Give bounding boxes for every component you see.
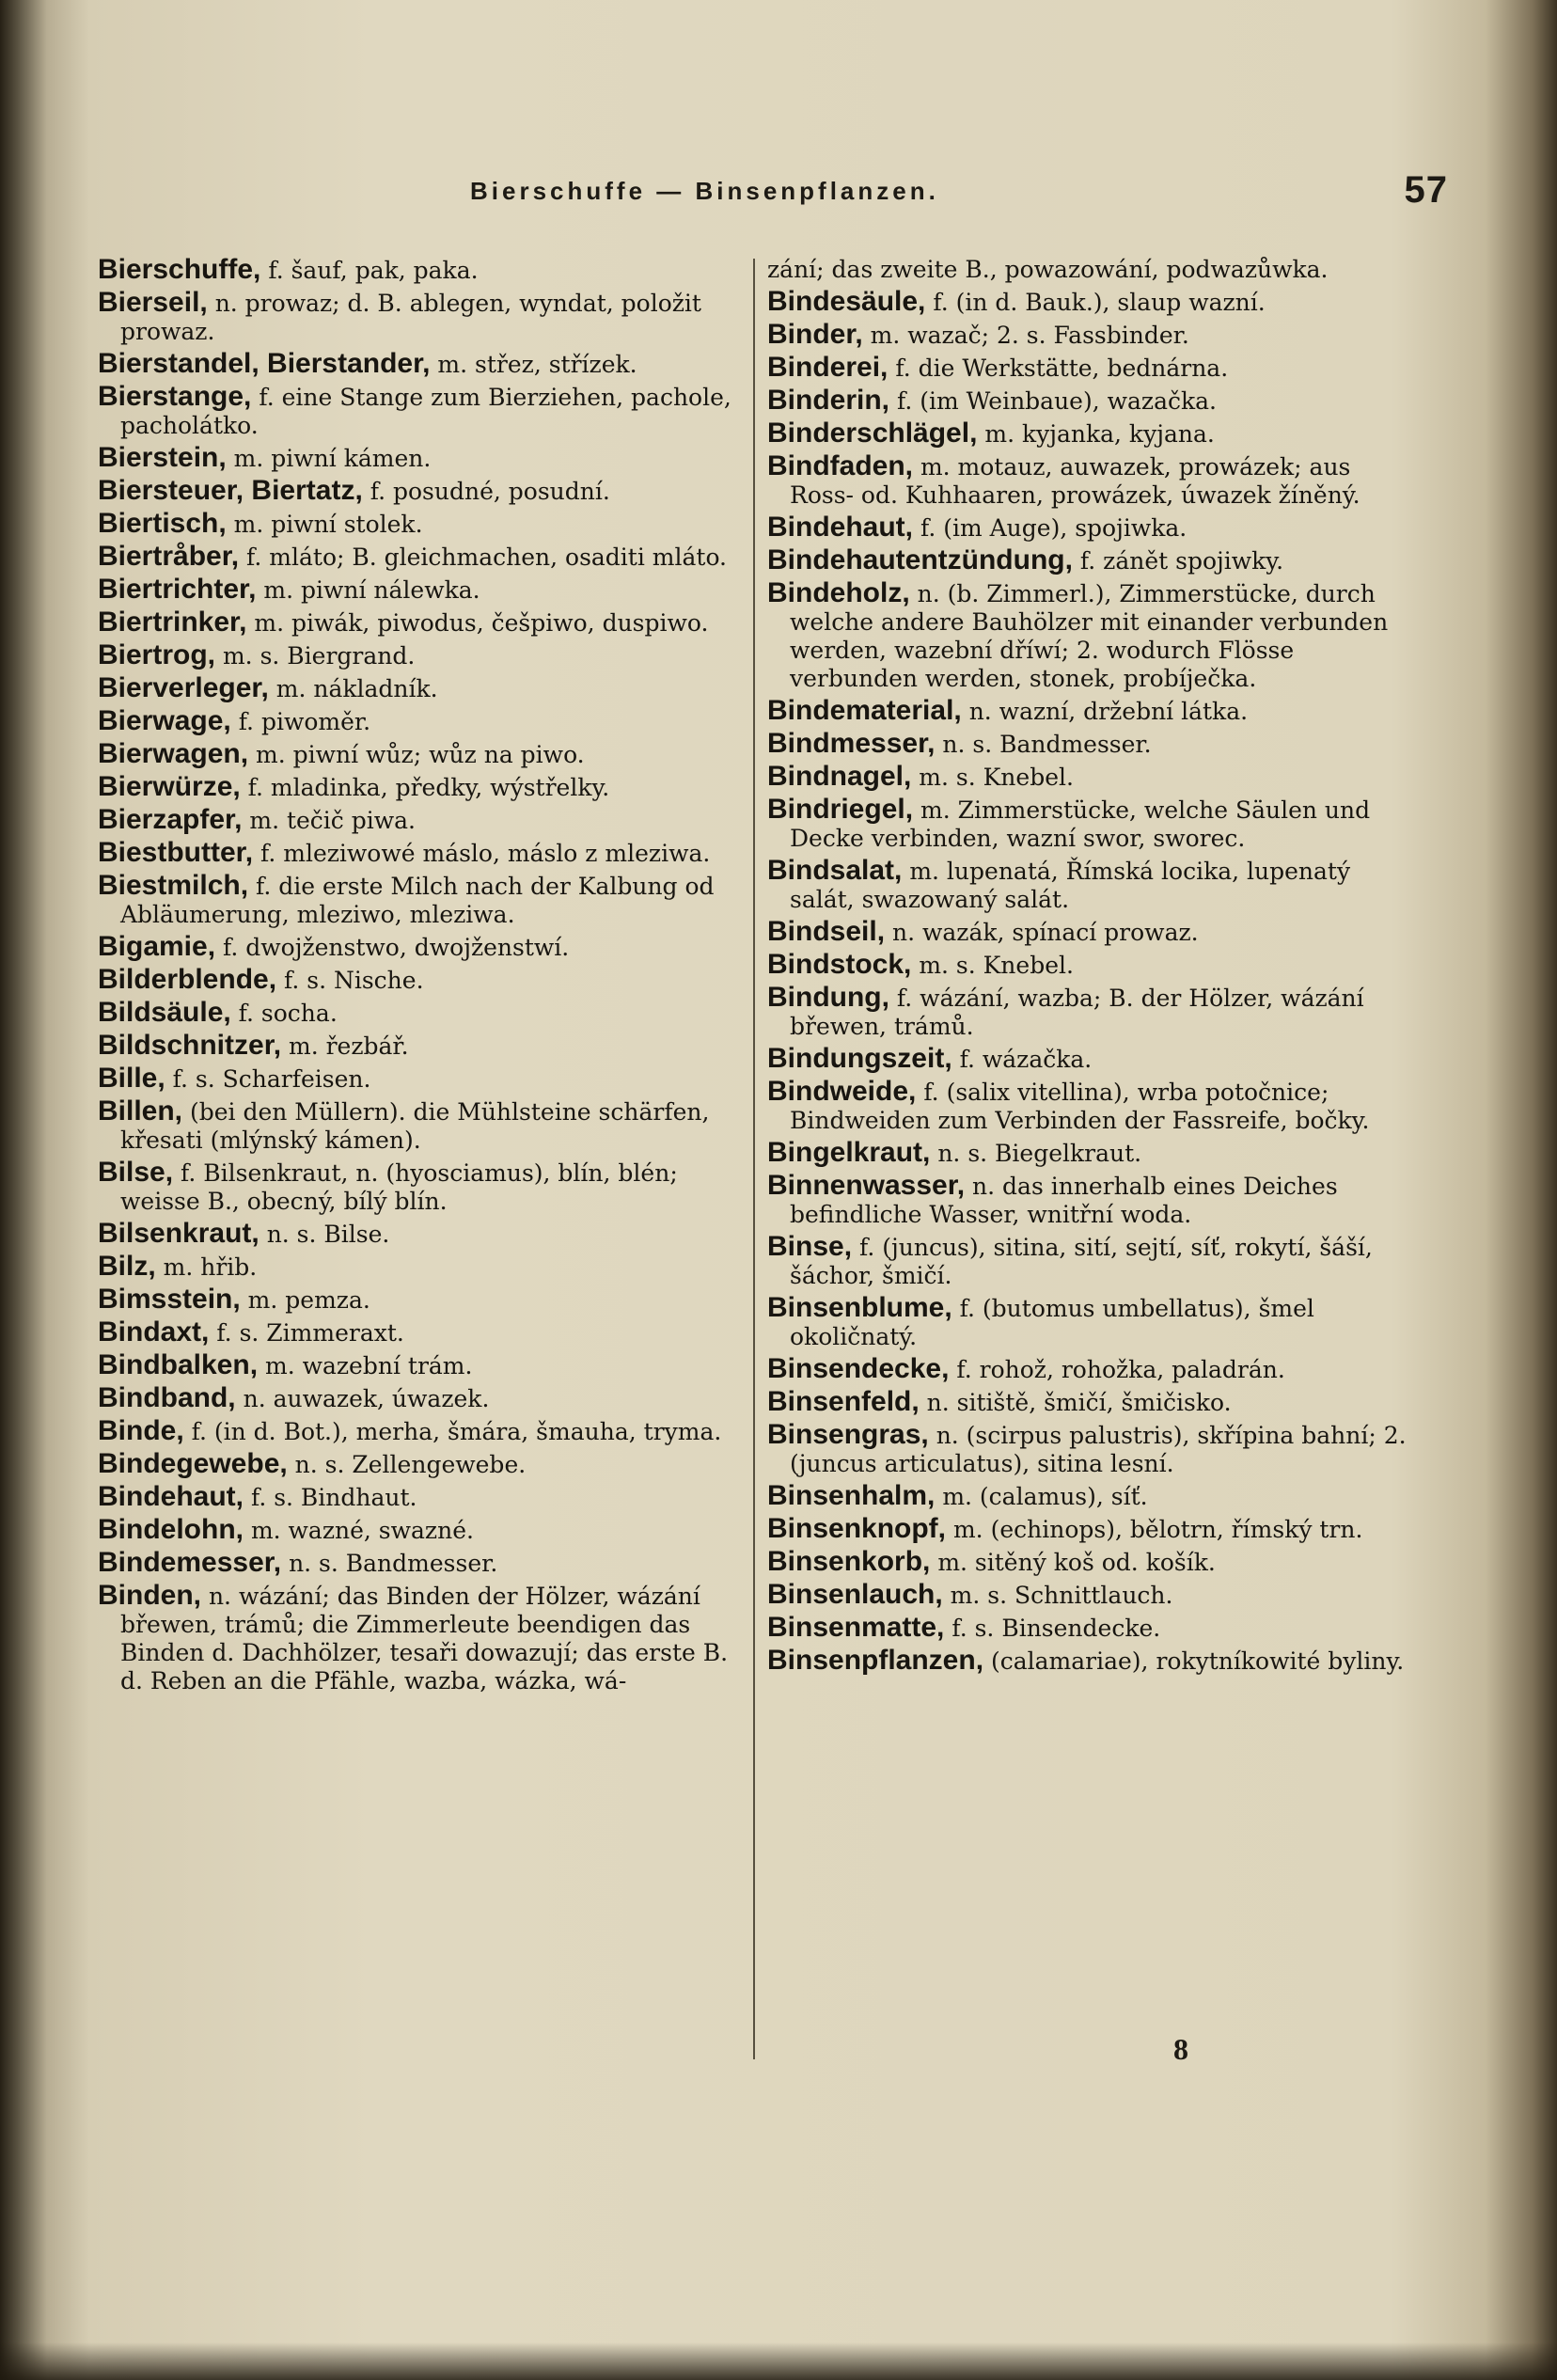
entry-headword: Bilsenkraut, [98,1218,260,1249]
entry-definition: f. piwoměr. [238,708,371,735]
dictionary-entry [767,1581,1412,1610]
dictionary-entry [767,1355,1412,1384]
dictionary-entry [98,289,739,346]
entry-headword: Bierzapfer, [98,804,243,835]
column-divider [753,259,755,2059]
entry-definition: n. prowaz; d. B. ablegen, wyndat, položit prowaz. [120,290,701,345]
entry-headword: Biestbutter, [98,837,254,868]
entry-headword: Binsendecke, [767,1353,950,1384]
dictionary-entry [98,1516,739,1545]
dictionary-entry [98,1158,739,1216]
dictionary-entry [767,1139,1412,1168]
dictionary-entry [767,1421,1412,1478]
dictionary-entry [767,1172,1412,1229]
dictionary-entry [767,1515,1412,1544]
entry-headword: Binderei, [767,352,889,383]
entry-definition: f. s. Bindhaut. [250,1484,417,1511]
dictionary-entry [98,256,739,285]
dictionary-entry [767,1294,1412,1351]
entry-headword: Bierstein, [98,442,227,473]
dictionary-entry [98,1450,739,1479]
entry-definition: m. kyjanka, kyjana. [984,420,1215,448]
entry-headword: Bindweide, [767,1076,917,1107]
entry-definition: f. s. Zimmeraxt. [216,1319,404,1347]
entry-headword: Bindung, [767,982,889,1013]
entry-headword: Bindaxt, [98,1316,210,1348]
entry-headword: Binsenlauch, [767,1579,943,1610]
entry-definition: m. piwní nálewka. [263,576,480,604]
dictionary-entry [767,730,1412,759]
entry-definition: f. (im Auge), spojiwka. [920,514,1187,542]
entry-definition: m. wazač; 2. s. Fassbinder. [870,322,1189,349]
entry-headword: Bille, [98,1063,165,1094]
entry-headword: Bindeholz, [767,577,910,608]
dictionary-entry [98,1417,739,1446]
entry-headword: Binde, [98,1415,184,1446]
entry-headword: Bierwage, [98,705,231,736]
entry-headword: Bindelohn, [98,1514,244,1545]
entry-headword: Bindehaut, [767,512,913,543]
entry-headword: Bindegewebe, [98,1448,288,1479]
dictionary-entry [98,1285,739,1315]
dictionary-entry [767,1388,1412,1417]
entry-definition: n. (scirpus palustris), skřípina bahní; 2. (juncus articulatus), sitina lesní. [790,1422,1407,1477]
entry-definition: n. s. Bandmesser. [289,1550,498,1577]
entry-definition: n. (b. Zimmerl.), Zimmerstücke, durch welche andere Bauhölzer mit einander verbunden werden, wazební dříwí; 2. wodurch Flösse verbunden werden, stonek, probíječka. [790,580,1389,692]
dictionary-entry [98,933,739,962]
dictionary-entry [98,477,739,506]
entry-headword: Binden, [98,1580,201,1611]
dictionary-entry [767,857,1412,914]
dictionary-entry [767,763,1412,792]
entry-headword: Binsenfeld, [767,1386,920,1417]
entry-definition: f. zánět spojiwky. [1079,547,1284,575]
entry-definition: f. (butomus umbellatus), šmel okoličnatý. [790,1295,1314,1350]
dictionary-entry [98,740,739,769]
entry-headword: Binsengras, [767,1419,929,1450]
entry-headword: Bindehaut, [98,1481,244,1512]
dictionary-entry [98,806,739,835]
entry-definition: (bei den Müllern). die Mühlsteine schärfen, křesati (mlýnský kámen). [120,1098,710,1154]
dictionary-entry [98,773,739,802]
entry-definition: m. (calamus), síť. [942,1483,1148,1510]
dictionary-entry [767,452,1412,510]
entry-headword: Biertrog, [98,639,216,670]
dictionary-entry [767,796,1412,853]
entry-definition: n. s. Zellengewebe. [294,1451,527,1478]
entry-definition: f. (im Weinbaue), wazačka. [896,387,1218,415]
entry-definition: m. hřib. [163,1253,258,1281]
entry-headword: Bimsstein, [98,1284,241,1315]
entry-definition: n. wazák, spínací prowaz. [891,919,1199,946]
entry-definition: f. (in d. Bot.), merha, šmára, šmauha, tryma. [191,1418,722,1445]
entry-definition: n. auwazek, úwazek. [243,1385,490,1412]
entry-headword: Bierseil, [98,287,208,318]
entry-definition: m. sitěný koš od. košík. [937,1549,1216,1576]
entry-definition: f. (salix vitellina), wrba potočnice; Bindweiden zum Verbinden der Fassreife, bočky. [790,1079,1370,1134]
entry-definition: (calamariae), rokytníkowité byliny. [990,1647,1405,1675]
dictionary-entry [98,383,739,440]
entry-definition: f. šauf, pak, paka. [268,257,479,284]
dictionary-entry [98,1318,739,1348]
entry-headword: Bindseil, [767,916,886,947]
entry-headword: Biersteuer, Biertatz, [98,475,363,506]
dictionary-entry [98,1032,739,1061]
entry-headword: Bildsäule, [98,997,231,1028]
entry-headword: Binderin, [767,385,890,416]
entry-headword: Bilderblende, [98,964,277,995]
entry-headword: Biertråber, [98,541,240,572]
dictionary-entry [767,1614,1412,1643]
entry-headword: Bindstock, [767,949,912,980]
entry-definition: n. sitiště, šmičí, šmičisko. [926,1389,1232,1416]
entry-headword: Bildschnitzer, [98,1030,282,1061]
entry-headword: Binder, [767,319,863,350]
entry-definition: m. tečič piwa. [249,807,416,834]
dictionary-entry [98,510,739,539]
dictionary-entry [98,707,739,736]
entry-definition: m. wazební trám. [264,1352,473,1379]
dictionary-entry [767,513,1412,543]
entry-definition: n. s. Biegelkraut. [937,1140,1142,1167]
entry-definition: f. mláto; B. gleichmachen, osaditi mláto. [246,544,728,571]
entry-headword: Bindesäule, [767,286,926,317]
dictionary-entry [767,918,1412,947]
entry-definition: f. mleziwowé máslo, máslo z mleziwa. [260,840,711,867]
entry-headword: Binsenhalm, [767,1480,936,1511]
entry-headword: Biertisch, [98,508,227,539]
left-column [98,256,739,1699]
entry-definition: m. piwák, piwodus, češpiwo, duspiwo. [254,609,709,637]
entry-definition: f. posudné, posudní. [370,478,610,505]
entry-definition: n. s. Bandmesser. [942,731,1152,758]
dictionary-entry [767,1045,1412,1074]
entry-headword: Binsenkorb, [767,1546,931,1577]
dictionary-entry [98,1097,739,1155]
dictionary-entry [767,951,1412,980]
entry-definition: f. dwojženstwo, dwojženstwí. [223,934,570,961]
dictionary-entry [767,1078,1412,1135]
dictionary-entry [767,354,1412,383]
entry-headword: Biestmilch, [98,870,249,901]
dictionary-entry [767,984,1412,1041]
entry-definition: f. s. Binsendecke. [952,1615,1161,1642]
dictionary-entry [98,1483,739,1512]
dictionary-entry [767,1482,1412,1511]
dictionary-entry [767,288,1412,317]
entry-headword: Bierschuffe, [98,254,261,285]
dictionary-entry [767,579,1412,693]
entry-headword: Binderschlägel, [767,418,978,449]
entry-definition: m. s. Schnittlauch. [950,1582,1173,1609]
entry-headword: Binsenmatte, [767,1612,945,1643]
entry-definition: n. das innerhalb eines Deiches befindliche Wasser, wnitřní woda. [790,1173,1338,1228]
entry-definition: m. s. Knebel. [919,764,1074,791]
dictionary-entry [767,386,1412,416]
entry-headword: Bindemesser, [98,1547,282,1578]
entry-definition: m. pemza. [247,1286,370,1314]
entry-definition: f. wázání, wazba; B. der Hölzer, wázání břewen, trámů. [790,985,1364,1040]
entry-definition: n. wázání; das Binden der Hölzer, wázání břewen, trámů; die Zimmerleute beendigen das Binden d. Dachhölzer, tesaři dowazují; das erste B. d. Reben an die Pfähle, wazba, wázka, wá- [120,1583,729,1694]
entry-headword: Bingelkraut, [767,1137,931,1168]
entry-headword: Bierwagen, [98,738,249,769]
entry-headword: Bierstandel, Bierstander, [98,348,431,379]
dictionary-entry [98,608,739,638]
dictionary-entry [767,1233,1412,1290]
right-column [767,256,1412,1679]
dictionary-entry [767,697,1412,726]
dictionary-entry [98,641,739,670]
entry-definition: f. (in d. Bauk.), slaup wazní. [933,289,1266,316]
entry-headword: Bierverleger, [98,672,269,703]
entry-headword: Biertrichter, [98,574,257,605]
entry-headword: Bilz, [98,1251,156,1282]
entry-headword: Binsenblume, [767,1292,952,1323]
dictionary-entry [98,966,739,995]
entry-headword: Bindehautentzündung, [767,544,1073,575]
entry-definition: m. s. Biergrand. [222,642,416,670]
signature-mark: 8 [1173,2032,1188,2066]
dictionary-entry [98,1220,739,1249]
entry-definition: f. wázačka. [959,1046,1093,1073]
entry-headword: Bindriegel, [767,794,914,825]
page-number: 57 [1404,169,1448,211]
dictionary-entry [98,575,739,605]
entry-definition: m. s. Knebel. [919,952,1074,979]
entry-definition: f. die Werkstätte, bednárna. [895,355,1229,382]
dictionary-entry [767,321,1412,350]
entry-headword: Bindematerial, [767,695,962,726]
dictionary-entry [767,419,1412,449]
entry-headword: Bierstange, [98,381,252,412]
dictionary-entry [98,1253,739,1282]
dictionary-entry [98,1384,739,1413]
entry-definition: f. die erste Milch nach der Kalbung od Abläumerung, mleziwo, mleziwa. [120,873,715,928]
entry-headword: Bilse, [98,1157,174,1188]
dictionary-entry [767,546,1412,575]
entry-headword: Billen, [98,1095,183,1127]
entry-definition: m. střez, střízek. [437,351,637,378]
dictionary-entry [767,256,1412,284]
entry-definition: f. Bilsenkraut, n. (hyosciamus), blín, blén; weisse B., obecný, bílý blín. [120,1159,678,1215]
entry-headword: Binse, [767,1231,853,1262]
entry-definition: m. lupenatá, Římská locika, lupenatý salát, swazowaný salát. [790,858,1351,913]
entry-definition: n. s. Bilse. [266,1221,390,1248]
entry-definition: m. (echinops), bělotrn, římský trn. [952,1516,1363,1543]
entry-headword: Bigamie, [98,931,216,962]
dictionary-entry [98,839,739,868]
dictionary-entry [98,543,739,572]
dictionary-entry [98,350,739,379]
entry-definition: m. wazné, swazné. [250,1517,474,1544]
entry-headword: Binsenpflanzen, [767,1645,984,1676]
dictionary-entry [98,1351,739,1380]
entry-definition: zání; das zweite B., powazowání, podwazůwka. [767,256,1329,283]
dictionary-entry [98,1549,739,1578]
dictionary-entry [767,1647,1412,1676]
entry-headword: Binnenwasser, [767,1170,966,1201]
entry-definition: m. řezbář. [289,1032,409,1060]
entry-headword: Bindungszeit, [767,1043,952,1074]
entry-definition: f. s. Scharfeisen. [172,1065,371,1093]
entry-definition: f. s. Nische. [284,967,424,994]
entry-definition: f. socha. [238,1000,338,1027]
entry-headword: Bindband, [98,1382,236,1413]
entry-headword: Bindbalken, [98,1349,259,1380]
entry-headword: Bindfaden, [767,450,913,481]
entry-definition: f. eine Stange zum Bierziehen, pachole, pacholátko. [120,384,731,439]
dictionary-entry [98,1582,739,1695]
entry-headword: Bindmesser, [767,728,936,759]
running-header [470,169,1448,211]
entry-definition: n. wazní, držební látka. [968,698,1249,725]
entry-definition: f. (juncus), sitina, sití, sejtí, síť, rokytí, šáší, šáchor, šmičí. [790,1234,1373,1289]
entry-definition: f. rohož, rohožka, paladrán. [956,1356,1285,1383]
entry-headword: Bindnagel, [767,761,912,792]
dictionary-entry [98,872,739,929]
entry-headword: Bierwürze, [98,771,241,802]
entry-definition: m. piwní wůz; wůz na piwo. [256,741,585,768]
dictionary-entry [98,1064,739,1094]
entry-definition: m. motauz, auwazek, prowázek; aus Ross- od. Kuhhaaren, prowázek, úwazek žíněný. [790,453,1360,509]
dictionary-entry [98,999,739,1028]
entry-definition: m. piwní stolek. [233,511,423,538]
running-title: Bierschuffe — Binsenpflanzen. [470,177,939,205]
dictionary-entry [98,674,739,703]
dictionary-entry [98,444,739,473]
entry-headword: Binsenknopf, [767,1513,947,1544]
entry-definition: f. mladinka, předky, wýstřelky. [247,774,610,801]
entry-definition: m. Zimmerstücke, welche Säulen und Decke verbinden, wazní swor, sworec. [790,796,1371,852]
entry-headword: Bindsalat, [767,855,903,886]
entry-headword: Biertrinker, [98,607,247,638]
entry-definition: m. piwní kámen. [233,445,432,472]
entry-definition: m. nákladník. [275,675,438,702]
dictionary-entry [767,1548,1412,1577]
